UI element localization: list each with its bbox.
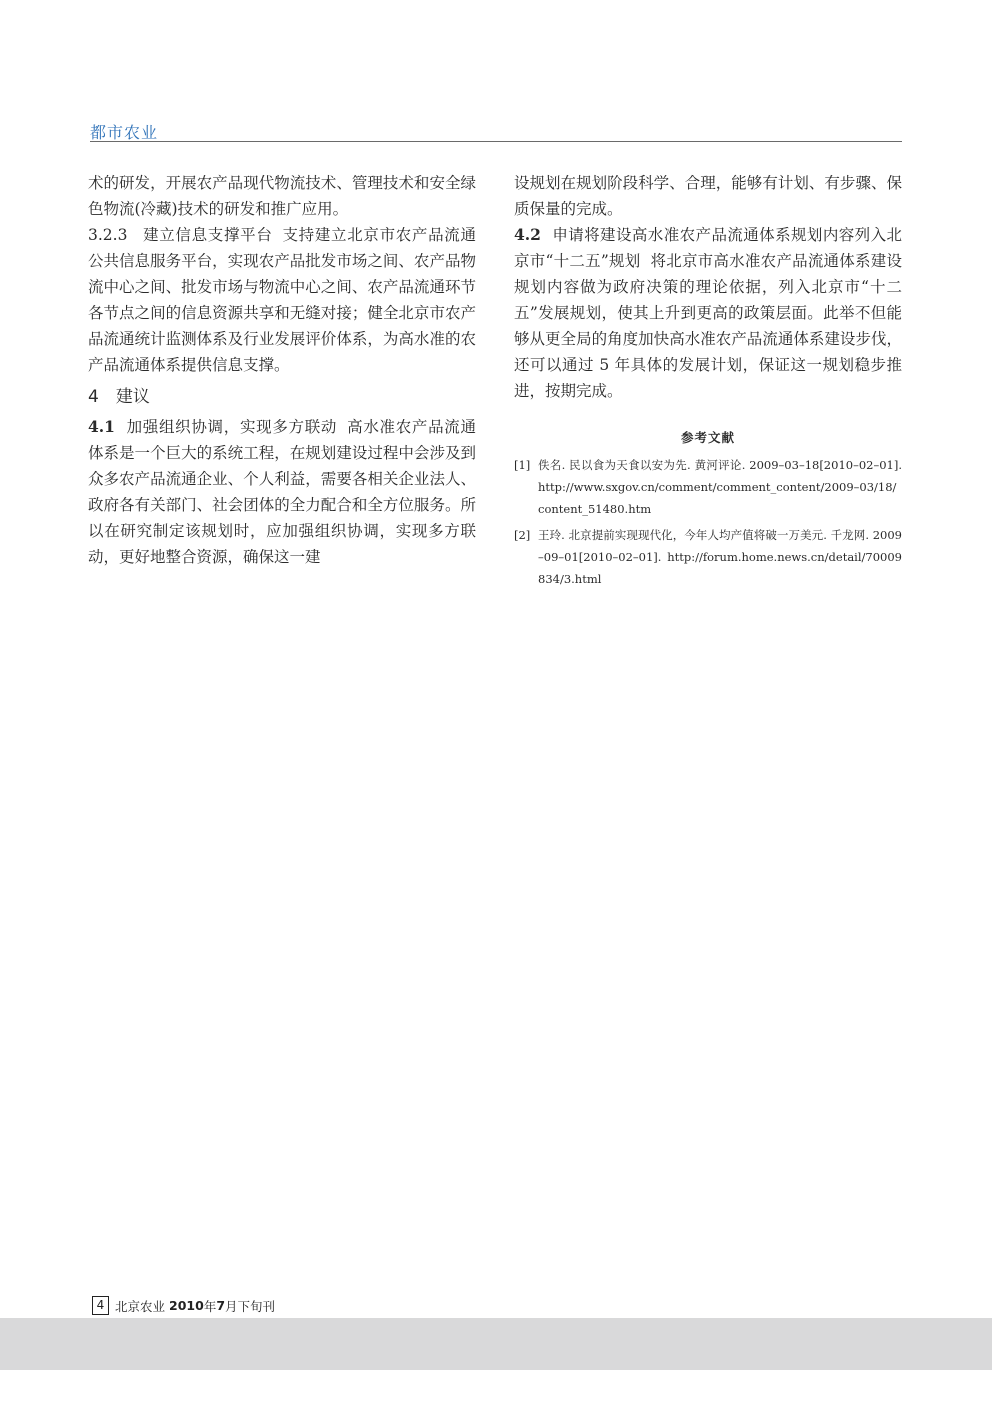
subsection-title: 建立信息支撑平台 [143,226,273,244]
paragraph-continuation: 术的研发，开展农产品现代物流技术、管理技术和安全绿色物流(冷藏)技术的研发和推广应用。 [88,174,476,218]
subsection-text: 高水准农产品流通体系是一个巨大的系统工程，在规划建设过程中会涉及到众多农产品流通企业、个人利益，需要各相关企业法人、政府各有关部门、社会团体的全力配合和全方位服务。所以在研究制定该规划时，应加强组织协调，实现多方联动，更好地整合资源，确保这一建 [88,418,476,566]
page-number: 4 [92,1296,109,1315]
left-column [88,170,476,570]
references-heading: 参考文献 [680,430,735,445]
right-column [514,170,902,594]
subsection-3-2-3 [88,222,476,378]
subsection-title: 申请将建设高水准农产品流通体系规划内容列入北京市“十二五”规划 [514,226,902,270]
section-heading-4: 4 建议 [88,387,150,407]
reference-number: [1] [514,458,531,472]
subsection-text: 将北京市高水准农产品流通体系建设规划内容做为政府决策的理论依据，列入北京市“十二五”发展规划，使其上升到更高的政策层面。此举不但能够从更全局的角度加快高水准农产品流通体系建设步伐，还可以通过 5 年具体的发展计划，保证这一规划稳步推进，按期完成。 [514,252,902,400]
page-footer [92,1296,275,1315]
running-header: 都市农业 [90,123,159,142]
bottom-band [0,1318,992,1370]
subsection-4-1 [88,414,476,570]
subsection-number: 4.1 [88,417,115,436]
header-rule [90,141,902,142]
reference-number: [2] [514,528,531,542]
issue-label: 月下旬刊 [225,1298,276,1314]
paragraph-continuation: 设规划在规划阶段科学、合理，能够有计划、有步骤、保质保量的完成。 [514,174,902,218]
reference-item [514,454,902,520]
subsection-number: 3.2.3 [88,226,128,244]
reference-text: 佚名. 民以食为天食以安为先. 黄河评论. 2009–03–18[2010–02–01]. http://www.sxgov.cn/comment/comment_content/2009–03/18/content_51480.htm [538,458,902,516]
reference-text: 王玲. 北京提前实现现代化，今年人均产值将破一万美元. 千龙网. 2009–09–01[2010–02–01]. http://forum.home.news.cn/detail/70009834/3.html [538,528,902,586]
issue-year-suffix: 年 [203,1298,217,1314]
issue-year: 2010 [169,1298,204,1313]
reference-item [514,524,902,590]
subsection-4-2 [514,222,902,404]
subsection-text: 支持建立北京市农产品流通公共信息服务平台，实现农产品批发市场之间、农产品物流中心之间、批发市场与物流中心之间、农产品流通环节各节点之间的信息资源共享和无缝对接；健全北京市农产品流通统计监测体系及行业发展评价体系，为高水准的农产品流通体系提供信息支撑。 [88,226,476,374]
subsection-number: 4.2 [514,225,541,244]
journal-name: 北京农业 [115,1298,166,1314]
subsection-title: 加强组织协调，实现多方联动 [126,418,338,436]
issue-month: 7 [216,1298,226,1313]
